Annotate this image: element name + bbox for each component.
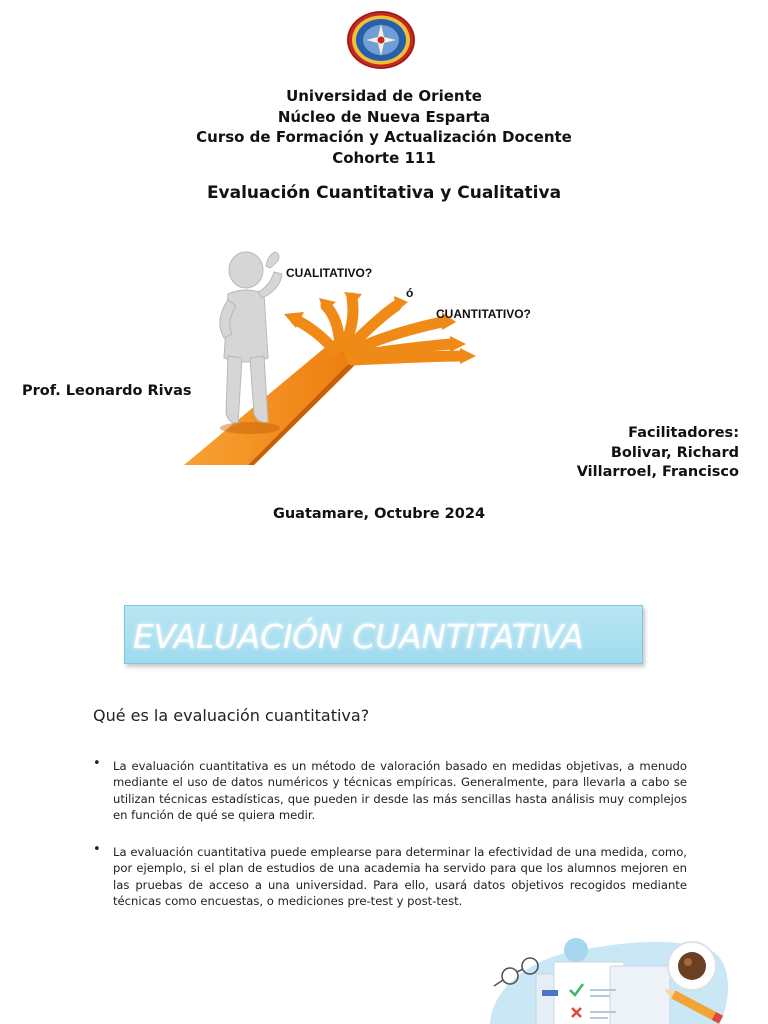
- place-date: Guatamare, Octubre 2024: [272, 506, 486, 522]
- facilitators-block: [577, 424, 739, 483]
- institution-header: [0, 86, 768, 168]
- campus-name: Núcleo de Nueva Esparta: [277, 107, 491, 126]
- cohort: Cohorte 111: [332, 148, 436, 167]
- label-o: ó: [406, 286, 414, 300]
- list-item: • La evaluación cuantitativa puede emplearse para determinar la efectividad de una medida, como, por ejemplo, si el plan de estudios de una academia ha servido para que los alumnos mejoren en las pruebas de acceso a una universidad. Para ello, usará datos objetivos recogidos mediante técnicas como encuestas, o mediciones pre-test y post-test.: [93, 844, 687, 909]
- document-title: Evaluación Cuantitativa y Cualitativa: [206, 183, 562, 203]
- section-question: Qué es la evaluación cuantitativa?: [93, 706, 370, 725]
- qualitative-vs-quantitative-illustration: [184, 228, 562, 465]
- section-banner: [124, 605, 643, 664]
- section-banner-title: EVALUACIÓN CUANTITATIVA: [133, 617, 584, 656]
- bullet-list: [93, 758, 687, 930]
- course-name: Curso de Formación y Actualización Docente: [196, 128, 572, 146]
- facilitator-name: Villarroel, Francisco: [576, 464, 739, 480]
- facilitators-heading: Facilitadores:: [628, 425, 739, 441]
- list-item: • La evaluación cuantitativa es un método de valoración basado en medidas objetivas, a menudo mediante el uso de datos numéricos y técnicas empíricas. Generalmente, para llevarla a cabo se utilizan técnicas estadísticas, que pueden ir desde las más sencillas hasta análisis muy complejos en función de qué se quiera medir.: [93, 758, 687, 823]
- university-seal-logo: [346, 10, 416, 70]
- professor-name: Prof. Leonardo Rivas: [22, 383, 192, 399]
- university-name: Universidad de Oriente: [286, 87, 482, 105]
- label-cuantitativo: CUANTITATIVO?: [436, 307, 531, 321]
- facilitator-name: Bolivar, Richard: [610, 444, 739, 461]
- label-cualitativo: CUALITATIVO?: [286, 266, 373, 280]
- evaluation-checklist-illustration: [470, 928, 732, 1024]
